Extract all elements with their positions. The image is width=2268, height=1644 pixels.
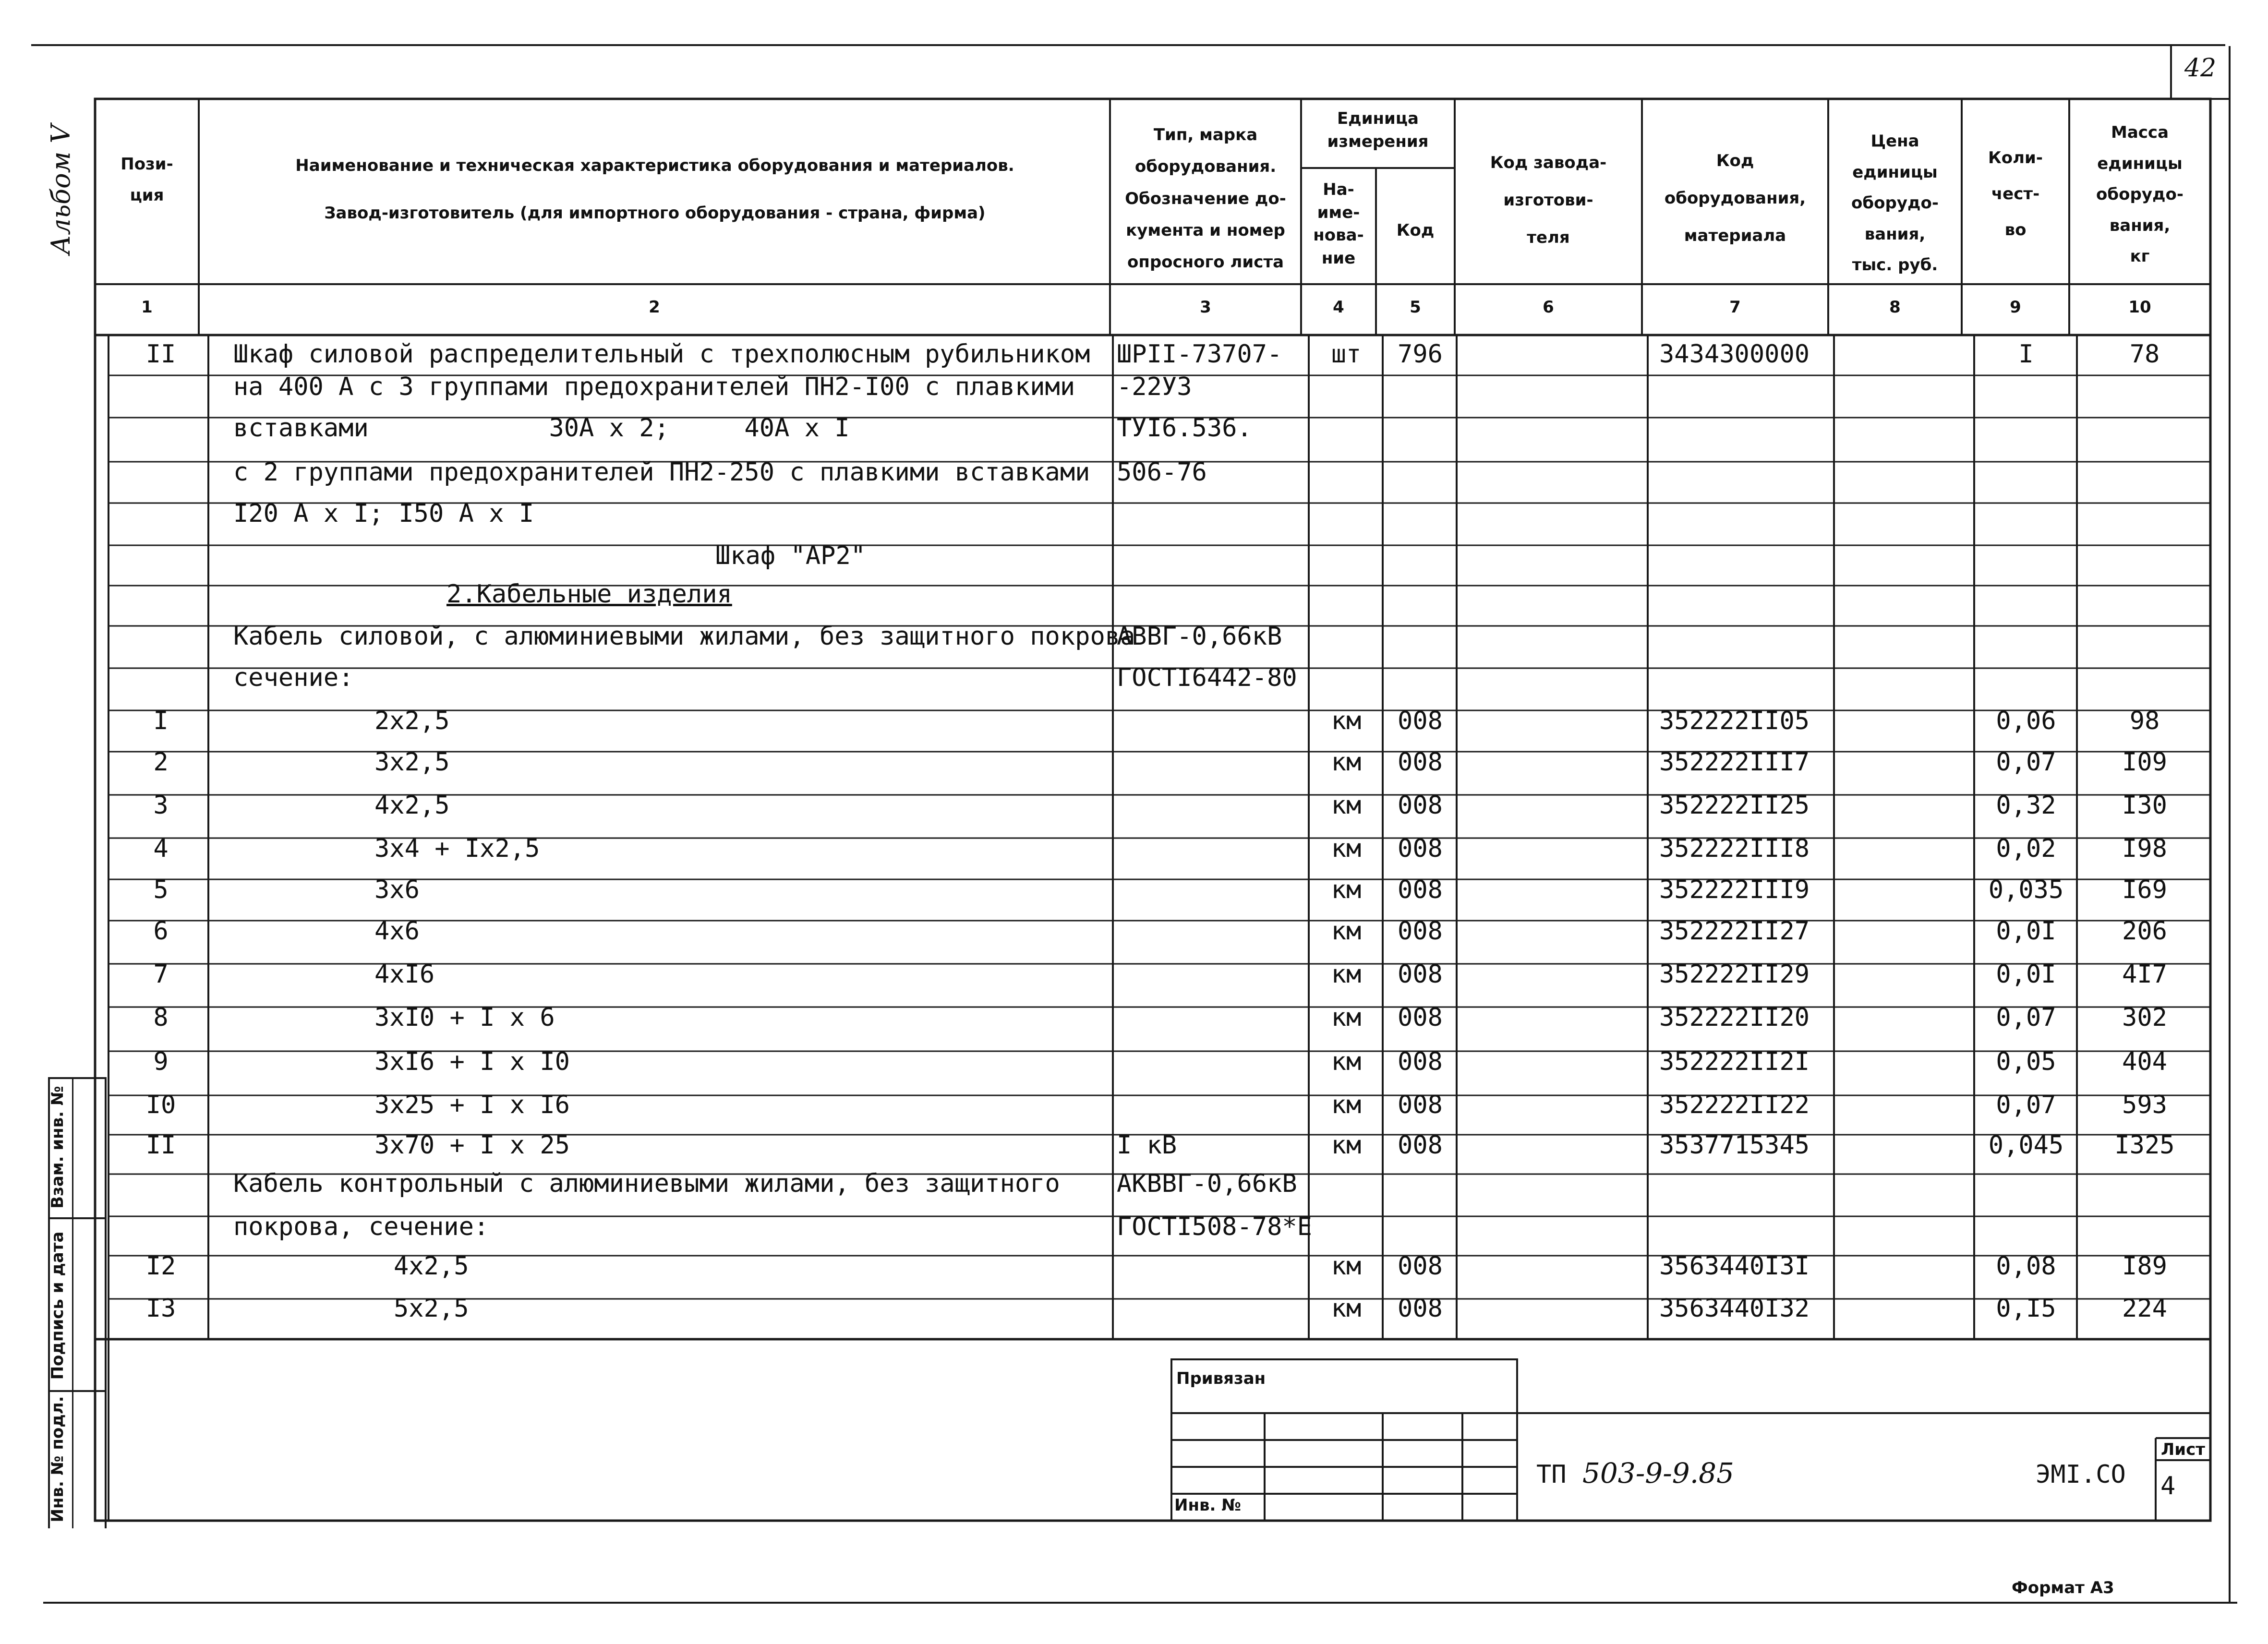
header-qty: Коли- чест- во <box>1988 148 2043 240</box>
row-mass: I30 <box>2122 791 2167 820</box>
row-qty: I <box>2018 340 2034 369</box>
row-type: ТУI6.536. <box>1117 414 1252 443</box>
row-pos: 9 <box>153 1047 169 1076</box>
row-unit: км <box>1331 834 1362 863</box>
row-name: на 400 А с 3 группами предохранителей ПН2-I00 с плавкими <box>233 372 1075 401</box>
row-pos: 2 <box>153 748 169 777</box>
row-type: -22УЗ <box>1117 372 1192 401</box>
row-unit-code: 008 <box>1398 707 1443 735</box>
row-name: 3х2,5 <box>374 748 450 777</box>
row-unit-code: 008 <box>1398 876 1443 904</box>
album-mark: Альбом V <box>46 124 76 255</box>
row-mass: 404 <box>2122 1047 2167 1076</box>
row-equip-code: 3563440I3I <box>1659 1252 1810 1281</box>
row-mass: I89 <box>2122 1252 2167 1281</box>
row-type: ГОСТI6442-80 <box>1117 663 1297 692</box>
row-qty: 0,05 <box>1996 1047 2056 1076</box>
row-equip-code: 352222II27 <box>1659 917 1810 946</box>
row-pos: 5 <box>153 876 169 904</box>
row-unit-code: 008 <box>1398 960 1443 989</box>
row-qty: 0,0I <box>1996 960 2056 989</box>
format-label: Формат А3 <box>2012 1578 2114 1597</box>
row-qty: 0,I5 <box>1996 1294 2056 1323</box>
row-equip-code: 352222III8 <box>1659 834 1810 863</box>
row-name: сечение: <box>233 663 354 692</box>
row-name: 2х2,5 <box>374 707 450 735</box>
row-name: вставками 30А х 2; 40А х I <box>233 414 850 443</box>
row-unit: км <box>1331 1131 1362 1160</box>
row-qty: 0,08 <box>1996 1252 2056 1281</box>
row-equip-code: 352222III9 <box>1659 876 1810 904</box>
stamp-sheet-label: Лист <box>2161 1440 2205 1459</box>
row-type: 506-76 <box>1117 458 1207 487</box>
row-mass: 4I7 <box>2122 960 2167 989</box>
sheet-number: 42 <box>2184 54 2217 83</box>
row-equip-code: 352222III7 <box>1659 748 1810 777</box>
header-unit: Единица измерения <box>1327 109 1429 151</box>
row-name: 3х25 + I х I6 <box>374 1091 570 1119</box>
row-name: Кабель силовой, с алюминиевыми жилами, без защитного покрова <box>233 622 1135 651</box>
row-mass: I98 <box>2122 834 2167 863</box>
row-pos: II <box>145 340 176 369</box>
row-mass: 206 <box>2122 917 2167 946</box>
row-name: Шкаф "АР2" <box>715 541 866 570</box>
header-unit-name: На- име- нова- ние <box>1313 180 1364 268</box>
row-name: 4х2,5 <box>374 791 450 820</box>
column-number: 4 <box>1333 298 1344 317</box>
row-type: ШРII-73707- <box>1117 340 1282 369</box>
column-number: 2 <box>649 298 660 317</box>
row-unit: км <box>1331 707 1362 735</box>
row-qty: 0,035 <box>1988 876 2064 904</box>
stamp-inv-replace: Взам. инв. № <box>48 1086 67 1209</box>
header-name: Наименование и техническая характеристика оборудования и материалов. Завод-изготовитель (для импортного оборудования - страна, фирма) <box>295 156 1014 223</box>
row-mass: 78 <box>2129 340 2160 369</box>
row-unit-code: 008 <box>1398 748 1443 777</box>
row-name: Шкаф силовой распределительный с трехполюсным рубильником <box>233 340 1090 369</box>
column-number: 5 <box>1410 298 1421 317</box>
column-number: 6 <box>1543 298 1554 317</box>
header-unit-code: Код <box>1396 221 1435 240</box>
row-type: АКВВГ-0,66кВ <box>1117 1169 1297 1198</box>
row-name: 3х6 <box>374 876 420 904</box>
row-unit-code: 008 <box>1398 791 1443 820</box>
row-name: 4х2,5 <box>394 1252 469 1281</box>
row-qty: 0,045 <box>1988 1131 2064 1160</box>
row-equip-code: 352222II05 <box>1659 707 1810 735</box>
row-pos: 8 <box>153 1003 169 1032</box>
row-equip-code: 3434300000 <box>1659 340 1810 369</box>
stamp-inv: Инв. № <box>1174 1496 1242 1515</box>
row-pos: II <box>145 1131 176 1160</box>
row-equip-code: 352222II2I <box>1659 1047 1810 1076</box>
row-equip-code: 352222II25 <box>1659 791 1810 820</box>
row-qty: 0,07 <box>1996 748 2056 777</box>
row-unit: км <box>1331 876 1362 904</box>
stamp-inv-original: Инв. № подл. <box>48 1396 67 1523</box>
row-unit-code: 008 <box>1398 1252 1443 1281</box>
row-mass: 224 <box>2122 1294 2167 1323</box>
row-name: 3хI6 + I х I0 <box>374 1047 570 1076</box>
header-mass: Масса единицы оборудо- вания, кг <box>2096 123 2184 266</box>
row-qty: 0,32 <box>1996 791 2056 820</box>
row-pos: 7 <box>153 960 169 989</box>
row-equip-code: 3563440I32 <box>1659 1294 1810 1323</box>
row-unit-code: 008 <box>1398 834 1443 863</box>
row-name: 3хI0 + I х 6 <box>374 1003 555 1032</box>
stamp-sign-date: Подпись и дата <box>48 1231 67 1380</box>
row-unit: км <box>1331 1047 1362 1076</box>
column-number: 3 <box>1200 298 1211 317</box>
row-name: 2.Кабельные изделия <box>446 580 732 609</box>
row-equip-code: 352222II29 <box>1659 960 1810 989</box>
stamp-sheet-number: 4 <box>2160 1472 2176 1500</box>
stamp-doc-code: ТП <box>1536 1460 1567 1489</box>
row-unit-code: 008 <box>1398 1131 1443 1160</box>
row-type: ГОСТI508-78*Е <box>1117 1212 1312 1241</box>
row-name: I20 А х I; I50 А х I <box>233 499 534 528</box>
header-type: Тип, марка оборудования. Обозначение до- кумента и номер опросного листа <box>1125 125 1286 272</box>
row-unit: км <box>1331 1003 1362 1032</box>
column-number: 7 <box>1729 298 1741 317</box>
column-number: 8 <box>1889 298 1901 317</box>
row-pos: I0 <box>145 1091 176 1119</box>
row-unit: км <box>1331 960 1362 989</box>
row-unit-code: 008 <box>1398 1047 1443 1076</box>
row-unit-code: 008 <box>1398 917 1443 946</box>
row-type: АВВГ-0,66кВ <box>1117 622 1282 651</box>
row-name: Кабель контрольный с алюминиевыми жилами, без защитного <box>233 1169 1060 1198</box>
header-plant-code: Код завода- изготови- теля <box>1490 153 1607 248</box>
row-name: 4хI6 <box>374 960 435 989</box>
row-equip-code: 352222II22 <box>1659 1091 1810 1119</box>
header-pos: Пози- ция <box>121 155 173 205</box>
row-qty: 0,07 <box>1996 1091 2056 1119</box>
row-pos: I <box>153 707 169 735</box>
row-pos: 4 <box>153 834 169 863</box>
header-equip-code: Код оборудования, материала <box>1664 151 1806 246</box>
row-mass: 302 <box>2122 1003 2167 1032</box>
row-unit-code: 008 <box>1398 1294 1443 1323</box>
stamp-mark: ЭМI.СО <box>2036 1460 2126 1489</box>
row-name: с 2 группами предохранителей ПН2-250 с плавкими вставками <box>233 458 1090 487</box>
row-qty: 0,07 <box>1996 1003 2056 1032</box>
row-qty: 0,0I <box>1996 917 2056 946</box>
row-pos: 3 <box>153 791 169 820</box>
row-unit-code: 796 <box>1398 340 1443 369</box>
row-name: 3х4 + Iх2,5 <box>374 834 540 863</box>
row-pos: I3 <box>145 1294 176 1323</box>
row-unit-code: 008 <box>1398 1003 1443 1032</box>
row-name: покрова, сечение: <box>233 1212 489 1241</box>
row-qty: 0,06 <box>1996 707 2056 735</box>
row-unit: км <box>1331 791 1362 820</box>
row-unit-code: 008 <box>1398 1091 1443 1119</box>
stamp-linked: Привязан <box>1176 1369 1266 1388</box>
header-price: Цена единицы оборудо- вания, тыс. руб. <box>1851 132 1939 275</box>
row-unit: км <box>1331 1294 1362 1323</box>
row-mass: 593 <box>2122 1091 2167 1119</box>
column-number: 9 <box>2010 298 2021 317</box>
column-number: 10 <box>2128 298 2151 317</box>
row-mass: I69 <box>2122 876 2167 904</box>
column-number: 1 <box>141 298 153 317</box>
stamp-doc-number: 503-9-9.85 <box>1582 1457 1734 1489</box>
row-name: 5х2,5 <box>394 1294 469 1323</box>
row-name: 4х6 <box>374 917 420 946</box>
row-mass: I325 <box>2114 1131 2175 1160</box>
row-name: 3х70 + I х 25 <box>374 1131 570 1160</box>
row-unit: км <box>1331 917 1362 946</box>
row-pos: 6 <box>153 917 169 946</box>
row-mass: I09 <box>2122 748 2167 777</box>
row-unit: км <box>1331 1091 1362 1119</box>
row-pos: I2 <box>145 1252 176 1281</box>
row-equip-code: 352222II20 <box>1659 1003 1810 1032</box>
row-unit: км <box>1331 748 1362 777</box>
row-mass: 98 <box>2129 707 2160 735</box>
row-unit: км <box>1331 1252 1362 1281</box>
row-unit: шт <box>1331 340 1362 369</box>
row-equip-code: 3537715345 <box>1659 1131 1810 1160</box>
row-qty: 0,02 <box>1996 834 2056 863</box>
row-type: I кВ <box>1117 1131 1177 1160</box>
